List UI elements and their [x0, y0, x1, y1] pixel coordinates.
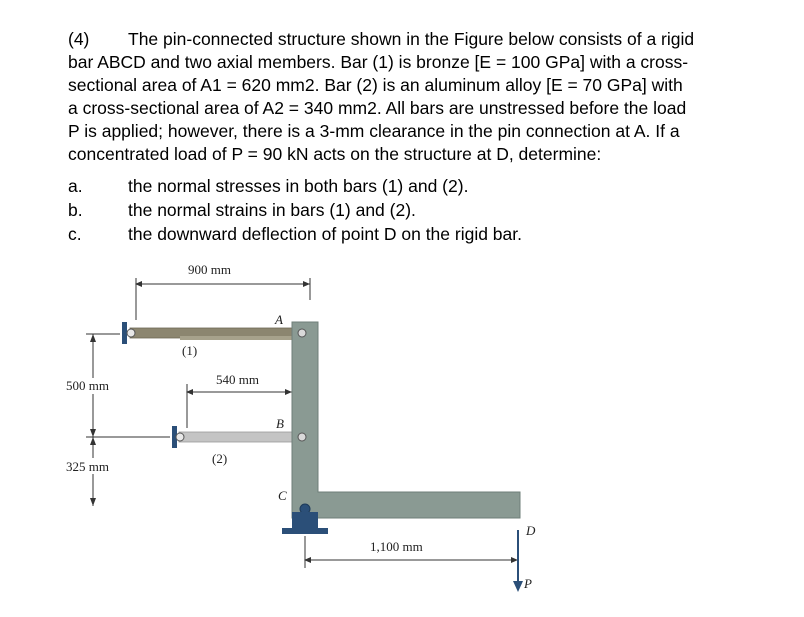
support-c-bracket: [292, 512, 318, 528]
dim-325-label: 325 mm: [66, 459, 109, 474]
dim-500-arrow-up: [90, 334, 96, 342]
support-c-base: [282, 528, 328, 534]
dim-500-label: 500 mm: [66, 378, 109, 393]
dim-325-arrow-up: [90, 437, 96, 445]
load-p-label: P: [524, 576, 532, 591]
problem-line-2: bar ABCD and two axial members. Bar (1) is bronze [E = 100 GPa] with a cross-: [68, 52, 689, 72]
point-b-label: B: [276, 416, 284, 431]
item-b-label: b.: [68, 200, 83, 220]
bar-1-lower-strip: [180, 336, 302, 340]
dim-1100-label: 1,100 mm: [370, 539, 423, 554]
problem-line-4: a cross-sectional area of A2 = 340 mm2. All bars are unstressed before the load: [68, 98, 687, 118]
dim-540-label: 540 mm: [216, 372, 259, 387]
problem-number: (4): [68, 29, 90, 49]
bar-1-wall-support: [122, 322, 127, 344]
item-b-text: the normal strains in bars (1) and (2).: [128, 200, 416, 220]
item-a-text: the normal stresses in both bars (1) and (2).: [128, 176, 469, 196]
load-p-arrowhead: [513, 581, 523, 592]
rigid-bar-abcd: [292, 322, 520, 518]
bar-2: [179, 432, 302, 442]
bar-1-left-pin: [127, 329, 135, 337]
item-c-text: the downward deflection of point D on the rigid bar.: [128, 224, 522, 244]
dim-325-arrow-down: [90, 498, 96, 506]
pin-b: [298, 433, 306, 441]
problem-line-1: The pin-connected structure shown in the Figure below consists of a rigid: [128, 29, 695, 49]
pin-a: [298, 329, 306, 337]
point-d-label: D: [526, 523, 536, 538]
bar-1-label: (1): [182, 343, 198, 358]
point-c-label: C: [278, 488, 287, 503]
problem-line-3: sectional area of A1 = 620 mm2. Bar (2) is an aluminum alloy [E = 70 GPa] with: [68, 75, 683, 95]
dim-500-arrow-down: [90, 429, 96, 437]
dim-900-label: 900 mm: [188, 262, 231, 277]
point-a-label: A: [275, 312, 283, 327]
item-a-label: a.: [68, 176, 83, 196]
problem-line-6: concentrated load of P = 90 kN acts on the structure at D, determine:: [68, 144, 602, 164]
bar-2-left-pin: [176, 433, 184, 441]
problem-line-5: P is applied; however, there is a 3-mm clearance in the pin connection at A. If a: [68, 121, 680, 141]
item-c-label: c.: [68, 224, 82, 244]
bar-2-label: (2): [212, 451, 228, 466]
